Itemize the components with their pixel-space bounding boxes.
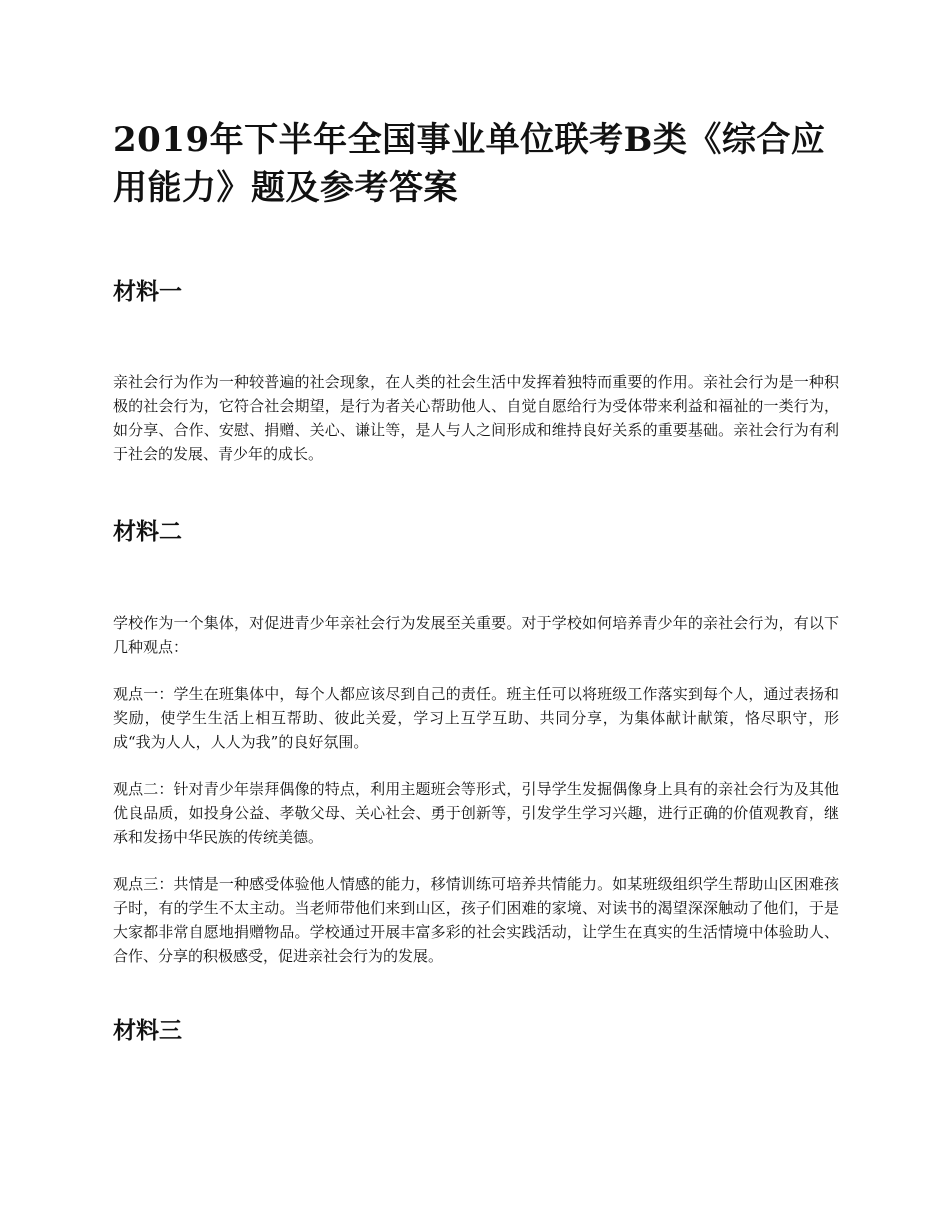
section-heading-material-1: 材料一 [113, 278, 182, 305]
material-2-intro-paragraph: 学校作为一个集体，对促进青少年亲社会行为发展至关重要。对于学校如何培养青少年的亲社会行为，有以下几种观点： [113, 614, 839, 656]
material-2-viewpoint-1: 观点一：学生在班集体中，每个人都应该尽到自己的责任。班主任可以将班级工作落实到每个人，通过表扬和奖励，使学生生活上相互帮助、彼此关爱，学习上互学互助、共同分享，为集体献计献策，恪尽职守，形成“我为人人，人人为我”的良好氛围。 [113, 685, 839, 751]
material-2-viewpoint-2: 观点二：针对青少年崇拜偶像的特点，利用主题班会等形式，引导学生发掘偶像身上具有的亲社会行为及其他优良品质，如投身公益、孝敬父母、关心社会、勇于创新等，引发学生学习兴趣，进行正确的价值观教育，继承和发扬中华民族的传统美德。 [113, 780, 839, 846]
section-heading-material-2: 材料二 [113, 518, 182, 545]
section-heading-material-3: 材料三 [113, 1017, 182, 1044]
document-title: 2019年下半年全国事业单位联考B类《综合应用能力》题及参考答案 [113, 120, 826, 208]
material-2-viewpoint-3: 观点三：共情是一种感受体验他人情感的能力，移情训练可培养共情能力。如某班级组织学生帮助山区困难孩子时，有的学生不太主动。当老师带他们来到山区，孩子们困难的家境、对读书的渴望深深触动了他们，于是大家都非常自愿地捐赠物品。学校通过开展丰富多彩的社会实践活动，让学生在真实的生活情境中体验助人、合作、分享的积极感受，促进亲社会行为的发展。 [113, 875, 839, 965]
material-1-paragraph: 亲社会行为作为一种较普遍的社会现象，在人类的社会生活中发挥着独特而重要的作用。亲社会行为是一种积极的社会行为，它符合社会期望，是行为者关心帮助他人、自觉自愿给行为受体带来利益和福祉的一类行为，如分享、合作、安慰、捐赠、关心、谦让等，是人与人之间形成和维持良好关系的重要基础。亲社会行为有利于社会的发展、青少年的成长。 [113, 373, 839, 463]
